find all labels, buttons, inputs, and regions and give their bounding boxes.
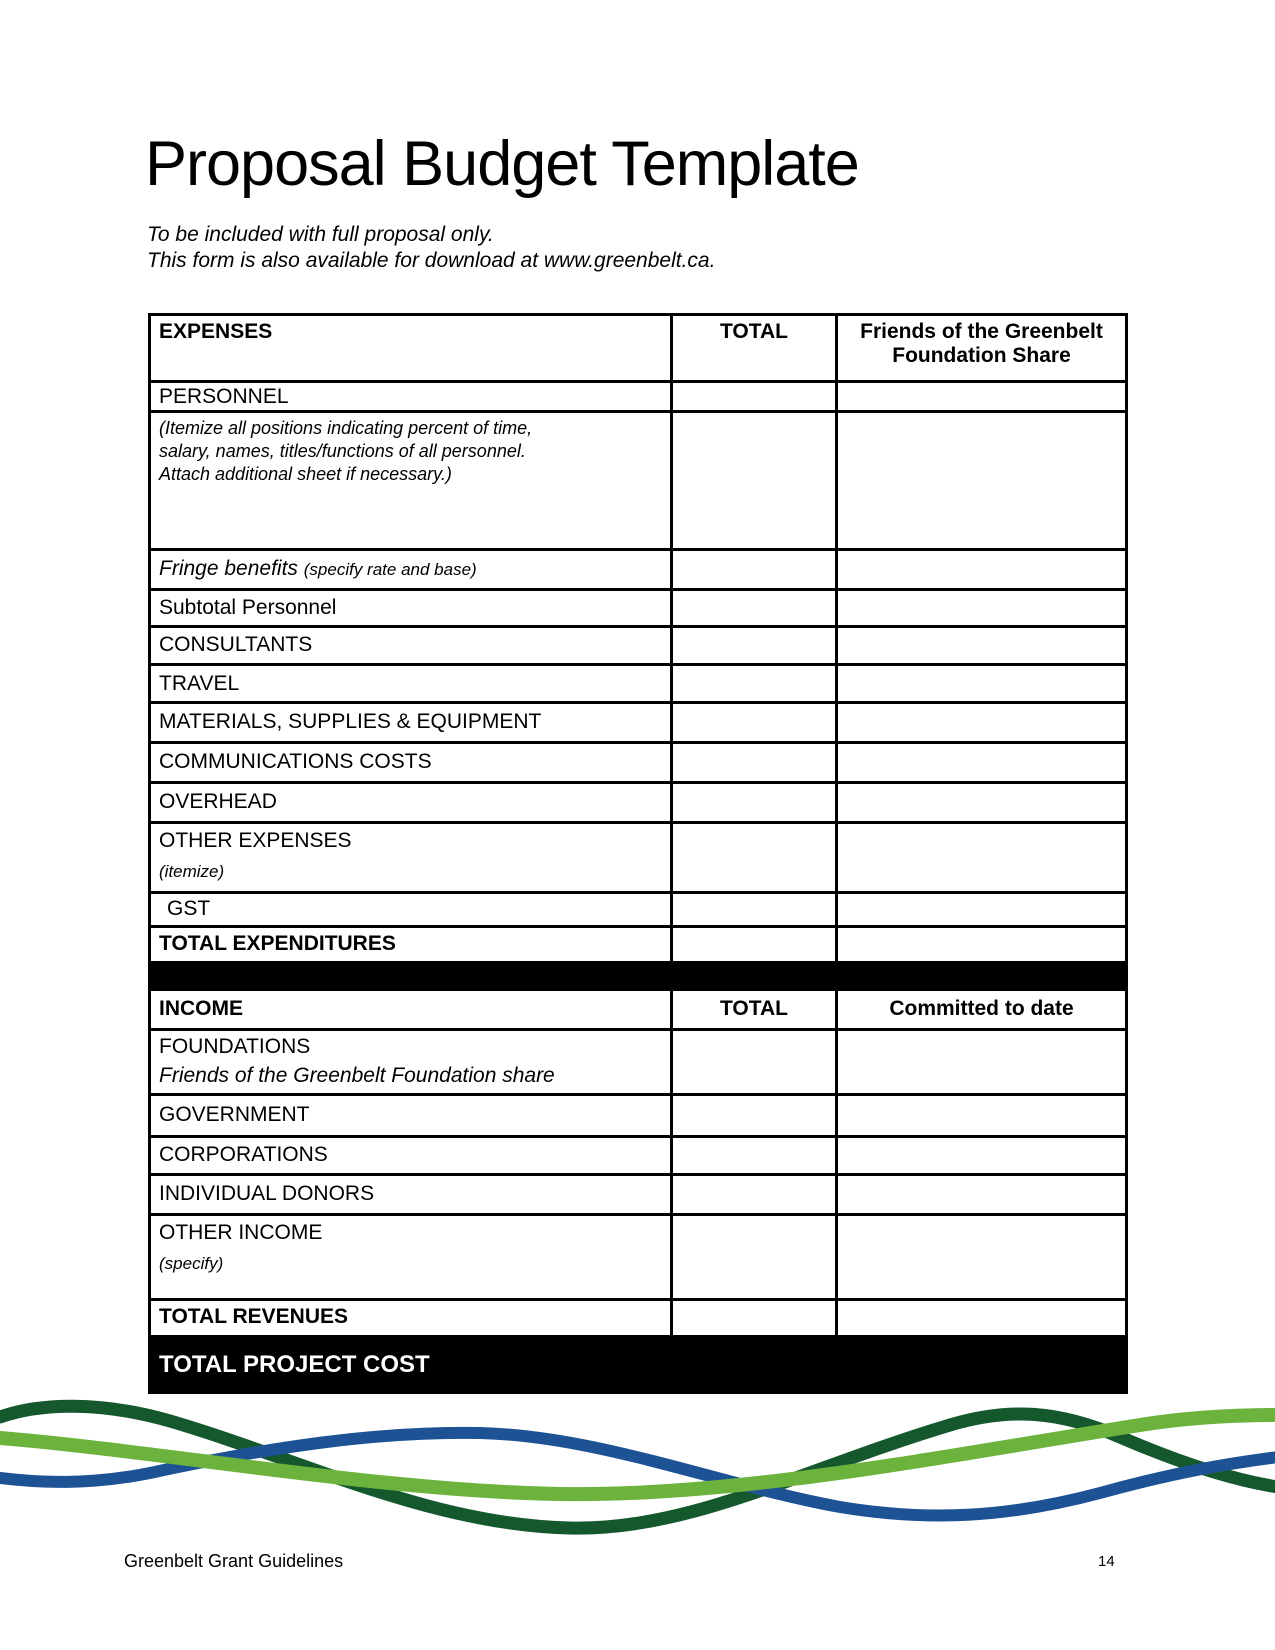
wave-decoration xyxy=(0,1383,1275,1548)
total-cell xyxy=(670,824,835,891)
foundations-label: FOUNDATIONS xyxy=(159,1035,311,1058)
budget-table xyxy=(148,313,1128,1394)
row-label-government: GOVERNMENT xyxy=(159,1103,310,1126)
total-cell xyxy=(670,666,835,701)
footer-document-title: Greenbelt Grant Guidelines xyxy=(124,1551,344,1571)
row-label-individual-donors: INDIVIDUAL DONORS xyxy=(159,1182,375,1205)
total-cell xyxy=(670,1096,835,1135)
total-cell xyxy=(670,894,835,925)
table-row xyxy=(151,548,1125,588)
total-cell xyxy=(670,1138,835,1173)
table-row xyxy=(151,701,1125,741)
committed-cell xyxy=(835,1031,1125,1093)
header-cell-expenses: EXPENSES xyxy=(159,320,273,343)
note-line: (Itemize all positions indicating percent of time, xyxy=(159,418,533,438)
row-label-travel: TRAVEL xyxy=(159,672,240,695)
share-cell xyxy=(835,413,1125,548)
committed-cell xyxy=(835,1301,1125,1335)
fringe-benefits-note: (specify rate and base) xyxy=(303,560,477,579)
row-label-corporations: CORPORATIONS xyxy=(159,1143,328,1166)
share-cell xyxy=(835,894,1125,925)
income-header-row xyxy=(151,988,1125,1028)
table-row xyxy=(151,1135,1125,1173)
wave-blue-path xyxy=(0,1433,1275,1516)
page-title: Proposal Budget Template xyxy=(145,129,859,199)
header-cell-total: TOTAL xyxy=(670,316,835,380)
table-row xyxy=(151,588,1125,625)
other-expenses-label: OTHER EXPENSES xyxy=(159,829,352,852)
table-row xyxy=(151,625,1125,663)
subtitle-line-2: This form is also available for download at www.greenbelt.ca. xyxy=(147,249,716,272)
header-cell-income-total: TOTAL xyxy=(670,991,835,1028)
note-line: salary, names, titles/functions of all personnel. xyxy=(159,441,526,461)
section-separator-bar xyxy=(151,961,1125,988)
table-row xyxy=(151,1028,1125,1093)
row-label-communications: COMMUNICATIONS COSTS xyxy=(159,750,432,773)
row-label-gst: GST xyxy=(167,897,211,920)
share-cell xyxy=(835,551,1125,588)
row-label-personnel: PERSONNEL xyxy=(159,385,289,408)
row-label-other-expenses xyxy=(151,824,670,891)
table-row xyxy=(151,741,1125,781)
other-income-note: (specify) xyxy=(159,1254,224,1273)
table-row xyxy=(151,821,1125,891)
table-row xyxy=(151,1213,1125,1298)
other-expenses-note: (itemize) xyxy=(159,862,225,881)
fringe-benefits-label: Fringe benefits xyxy=(159,557,298,580)
total-cell xyxy=(670,928,835,961)
row-label-materials: MATERIALS, SUPPLIES & EQUIPMENT xyxy=(159,710,542,733)
footer-page-number: 14 xyxy=(1098,1553,1115,1570)
total-cell xyxy=(670,744,835,781)
table-row xyxy=(151,925,1125,961)
share-cell xyxy=(835,704,1125,741)
total-cell xyxy=(670,784,835,821)
total-cell xyxy=(670,591,835,625)
committed-cell xyxy=(835,1096,1125,1135)
header-cell-income: INCOME xyxy=(159,997,243,1020)
share-cell xyxy=(835,591,1125,625)
table-row xyxy=(151,1093,1125,1135)
total-cell xyxy=(670,704,835,741)
table-row xyxy=(151,410,1125,548)
row-note-personnel xyxy=(151,413,670,548)
table-row xyxy=(151,1298,1125,1335)
total-cell xyxy=(670,551,835,588)
row-label-subtotal-personnel: Subtotal Personnel xyxy=(159,596,337,619)
header-cell-committed: Committed to date xyxy=(835,991,1125,1028)
total-cell xyxy=(670,1176,835,1213)
table-row xyxy=(151,891,1125,925)
table-row xyxy=(151,781,1125,821)
table-row xyxy=(151,663,1125,701)
foundations-note: Friends of the Greenbelt Foundation share xyxy=(159,1064,555,1087)
row-label-other-income xyxy=(151,1216,670,1298)
total-cell xyxy=(670,413,835,548)
row-label-foundations xyxy=(151,1031,670,1093)
row-label-total-revenues: TOTAL REVENUES xyxy=(159,1305,349,1328)
expenses-header-row xyxy=(151,316,1125,380)
row-label-fringe-benefits xyxy=(151,551,670,588)
share-cell xyxy=(835,383,1125,410)
total-cell xyxy=(670,383,835,410)
share-cell xyxy=(835,666,1125,701)
other-income-label: OTHER INCOME xyxy=(159,1221,323,1244)
row-label-consultants: CONSULTANTS xyxy=(159,633,313,656)
total-cell xyxy=(670,1031,835,1093)
total-cell xyxy=(670,628,835,663)
header-cell-foundation-share: Friends of the Greenbelt Foundation Share xyxy=(835,316,1125,380)
row-label-total-expenditures: TOTAL EXPENDITURES xyxy=(159,932,396,955)
share-cell xyxy=(835,824,1125,891)
total-cell xyxy=(670,1216,835,1298)
row-label-overhead: OVERHEAD xyxy=(159,790,277,813)
table-row xyxy=(151,380,1125,410)
committed-cell xyxy=(835,1176,1125,1213)
share-cell xyxy=(835,744,1125,781)
share-cell xyxy=(835,928,1125,961)
table-row xyxy=(151,1173,1125,1213)
note-line: Attach additional sheet if necessary.) xyxy=(159,464,452,484)
share-cell xyxy=(835,784,1125,821)
total-project-cost-label: TOTAL PROJECT COST xyxy=(159,1350,430,1378)
committed-cell xyxy=(835,1138,1125,1173)
total-cell xyxy=(670,1301,835,1335)
share-cell xyxy=(835,628,1125,663)
subtitle-line-1: To be included with full proposal only. xyxy=(147,223,494,246)
committed-cell xyxy=(835,1216,1125,1298)
